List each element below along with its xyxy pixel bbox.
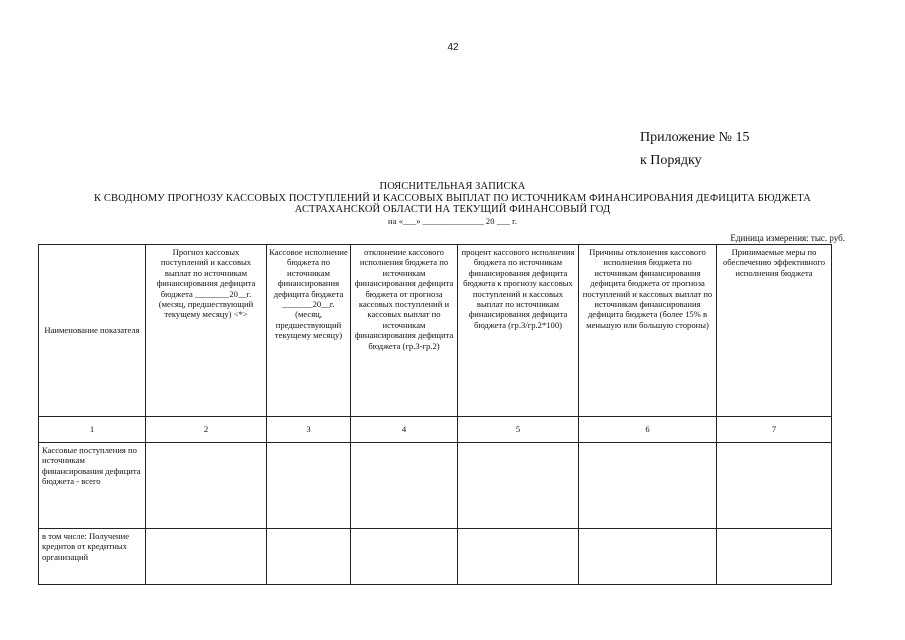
appendix-reference — [640, 126, 750, 172]
empty-cell — [458, 443, 579, 529]
column-number: 7 — [717, 417, 832, 443]
empty-cell — [579, 529, 717, 585]
heading-line-1: ПОЯСНИТЕЛЬНАЯ ЗАПИСКА — [379, 181, 526, 192]
empty-cell — [146, 443, 267, 529]
header-cell-1: Наименование показателя — [39, 245, 146, 417]
header-cell-5: процент кассового исполнения бюджета по источникам финансирования дефицита бюджета к прогнозу кассовых поступлений и кассовых выплат по источникам финансирования дефицита бюджета (гр.3/гр.2*100) — [458, 245, 579, 417]
header-row — [39, 245, 832, 417]
column-number: 6 — [579, 417, 717, 443]
page-number: 42 — [447, 42, 459, 53]
empty-cell — [146, 529, 267, 585]
empty-cell — [351, 529, 458, 585]
appendix-title: Приложение № 15 — [640, 130, 750, 145]
header-cell-4: отклонение кассового исполнения бюджета по источникам финансирования дефицита бюджета от прогноза кассовых поступлений и кассовых выплат по источникам финансирования дефицита бюджета (гр.3-гр.2) — [351, 245, 458, 417]
empty-cell — [458, 529, 579, 585]
column-number: 2 — [146, 417, 267, 443]
column-number: 1 — [39, 417, 146, 443]
heading-line-2: К СВОДНОМУ ПРОГНОЗУ КАССОВЫХ ПОСТУПЛЕНИЙ И КАССОВЫХ ВЫПЛАТ ПО ИСТОЧНИКАМ ФИНАНСИРОВАНИЯ ДЕФИЦИТА БЮДЖЕТА — [94, 192, 811, 204]
empty-cell — [717, 443, 832, 529]
column-number-row — [39, 417, 832, 443]
header-cell-7: Принимаемые меры по обеспечению эффективного исполнения бюджета — [717, 245, 832, 417]
empty-cell — [579, 443, 717, 529]
report-table — [38, 244, 832, 585]
empty-cell — [267, 529, 351, 585]
row-label: Кассовые поступления по источникам финансирования дефицита бюджета - всего — [39, 443, 146, 529]
column-number: 4 — [351, 417, 458, 443]
column-number: 5 — [458, 417, 579, 443]
table-row — [39, 529, 832, 585]
header-cell-3: Кассовое исполнение бюджета по источникам финансирования дефицита бюджета _______20__г. (месяц, предшествующий текущему месяцу) — [267, 245, 351, 417]
row-label: в том числе: Получение кредитов от кредитных организаций — [39, 529, 146, 585]
column-number: 3 — [267, 417, 351, 443]
appendix-subtitle: к Порядку — [640, 153, 702, 168]
heading-date-line: на «___» ______________ 20 ___ г. — [388, 215, 517, 226]
header-cell-6: Причины отклонения кассового исполнения бюджета по источникам финансирования дефицита бюджета от прогноза поступлений и кассовых выплат по источникам финансирования дефицита бюджета (более 15% в меньшую или большую стороны) — [579, 245, 717, 417]
header-cell-2: Прогноз кассовых поступлений и кассовых выплат по источникам финансирования дефицита бюджета ________20__г. (месяц, предшествующий текущему месяцу) <*> — [146, 245, 267, 417]
heading-line-3: АСТРАХАНСКОЙ ОБЛАСТИ НА ТЕКУЩИЙ ФИНАНСОВЫЙ ГОД — [294, 204, 611, 215]
empty-cell — [717, 529, 832, 585]
table-row — [39, 443, 832, 529]
document-heading — [60, 181, 845, 227]
empty-cell — [351, 443, 458, 529]
empty-cell — [267, 443, 351, 529]
units-label: Единица измерения: тыс. руб. — [730, 233, 845, 243]
